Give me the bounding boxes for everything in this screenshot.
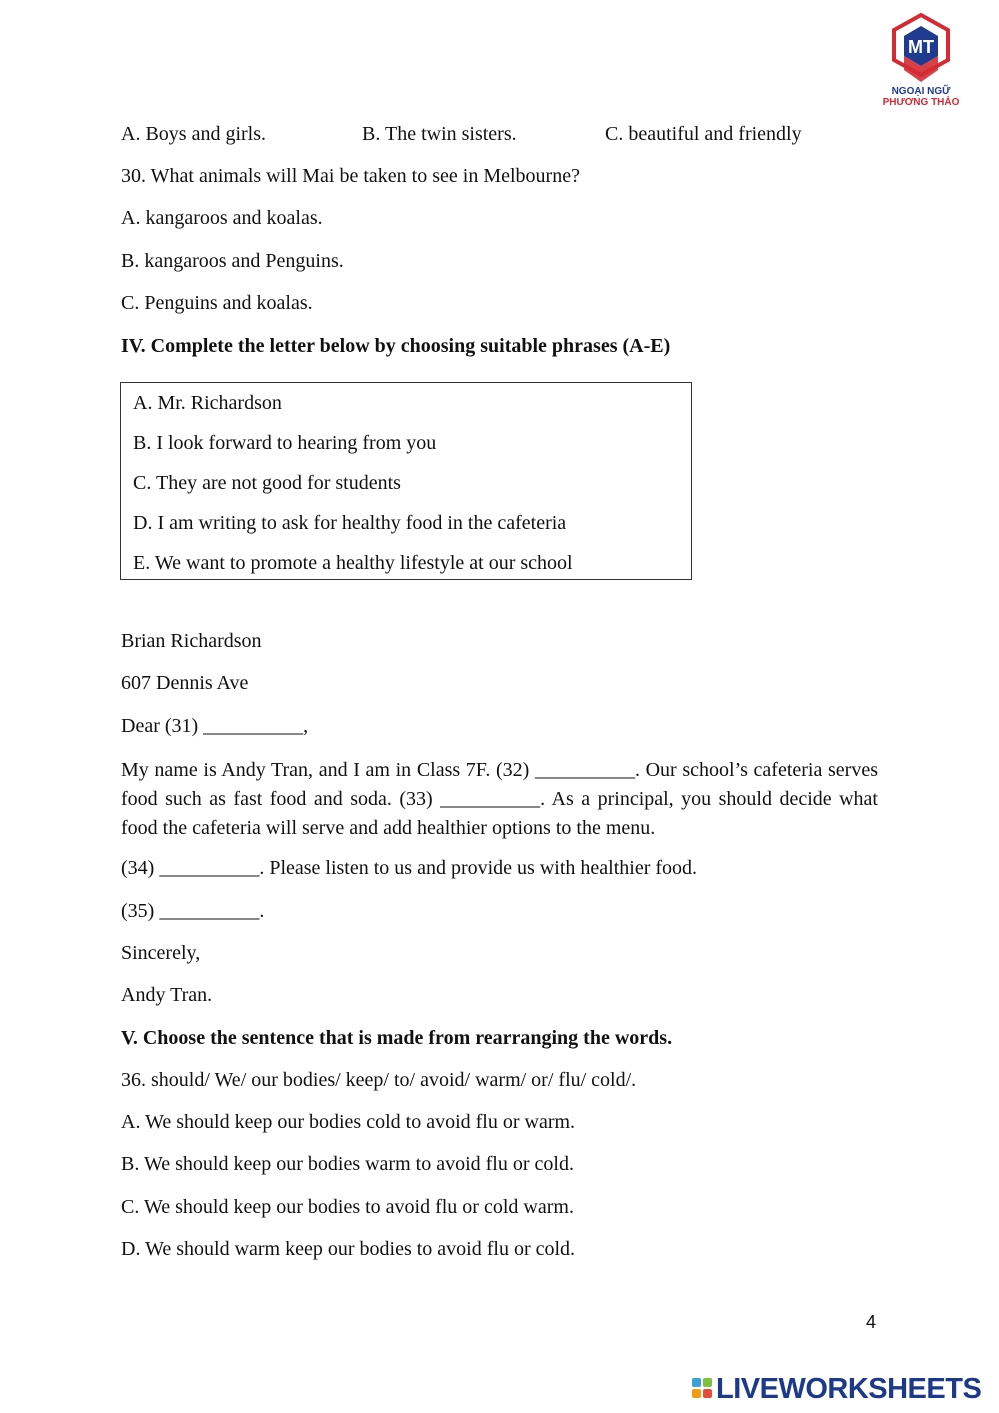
phrase-box bbox=[120, 382, 692, 580]
q30-option-b: B. kangaroos and Penguins. bbox=[121, 250, 344, 272]
logo-initials: MT bbox=[908, 37, 934, 57]
q29-option-b: B. The twin sisters. bbox=[362, 123, 517, 145]
phrase-d: D. I am writing to ask for healthy food in the cafeteria bbox=[133, 512, 567, 534]
q36-question: 36. should/ We/ our bodies/ keep/ to/ avoid/ warm/ or/ flu/ cold/. bbox=[121, 1069, 637, 1091]
liveworksheets-logo-icon bbox=[692, 1378, 714, 1400]
q29-option-c: C. beautiful and friendly bbox=[605, 123, 802, 145]
q30-option-a: A. kangaroos and koalas. bbox=[121, 207, 323, 229]
brand-logo bbox=[876, 12, 966, 110]
letter-line-34: (34) __________. Please listen to us and provide us with healthier food. bbox=[121, 857, 698, 879]
logo-tile bbox=[692, 1378, 701, 1387]
q30-question: 30. What animals will Mai be taken to see in Melbourne? bbox=[121, 165, 580, 187]
q30-option-c: C. Penguins and koalas. bbox=[121, 292, 313, 314]
q29-option-a: A. Boys and girls. bbox=[121, 123, 266, 145]
letter-line-35: (35) __________. bbox=[121, 900, 265, 922]
q36-option-a: A. We should keep our bodies cold to avoid flu or warm. bbox=[121, 1111, 576, 1133]
page-number: 4 bbox=[866, 1312, 877, 1332]
q36-option-d: D. We should warm keep our bodies to avoid flu or cold. bbox=[121, 1238, 576, 1260]
phrase-e: E. We want to promote a healthy lifestyle at our school bbox=[133, 552, 573, 574]
phrase-b: B. I look forward to hearing from you bbox=[133, 432, 437, 454]
liveworksheets-wordmark: LIVEWORKSHEETS bbox=[716, 1373, 982, 1405]
letter-closing: Sincerely, bbox=[121, 942, 201, 964]
phrase-c: C. They are not good for students bbox=[133, 472, 401, 494]
logo-tile bbox=[703, 1378, 712, 1387]
logo-line-1: NGOẠI NGỮ bbox=[891, 86, 951, 97]
q36-option-c: C. We should keep our bodies to avoid flu or cold warm. bbox=[121, 1196, 574, 1218]
section-5-heading: V. Choose the sentence that is made from rearranging the words. bbox=[121, 1027, 673, 1049]
letter-body: My name is Andy Tran, and I am in Class 7F. (32) __________. Our school’s cafeteria serves food such as fast food and soda. (33) __________. As a principal, you should decide what food the cafeteria will serve and add healthier options to the menu. bbox=[121, 759, 878, 839]
logo-tile bbox=[703, 1389, 712, 1398]
phrase-a: A. Mr. Richardson bbox=[133, 392, 282, 414]
q36-option-b: B. We should keep our bodies warm to avoid flu or cold. bbox=[121, 1153, 574, 1175]
letter-address: 607 Dennis Ave bbox=[121, 672, 249, 694]
letter-signature: Andy Tran. bbox=[121, 984, 213, 1006]
letter-greeting: Dear (31) __________, bbox=[121, 715, 309, 737]
section-4-heading: IV. Complete the letter below by choosing suitable phrases (A-E) bbox=[121, 335, 671, 357]
logo-tile bbox=[692, 1389, 701, 1398]
letter-recipient-name: Brian Richardson bbox=[121, 630, 262, 652]
logo-line-2: PHƯƠNG THẢO bbox=[882, 97, 960, 108]
logo-emblem-icon bbox=[876, 12, 966, 86]
